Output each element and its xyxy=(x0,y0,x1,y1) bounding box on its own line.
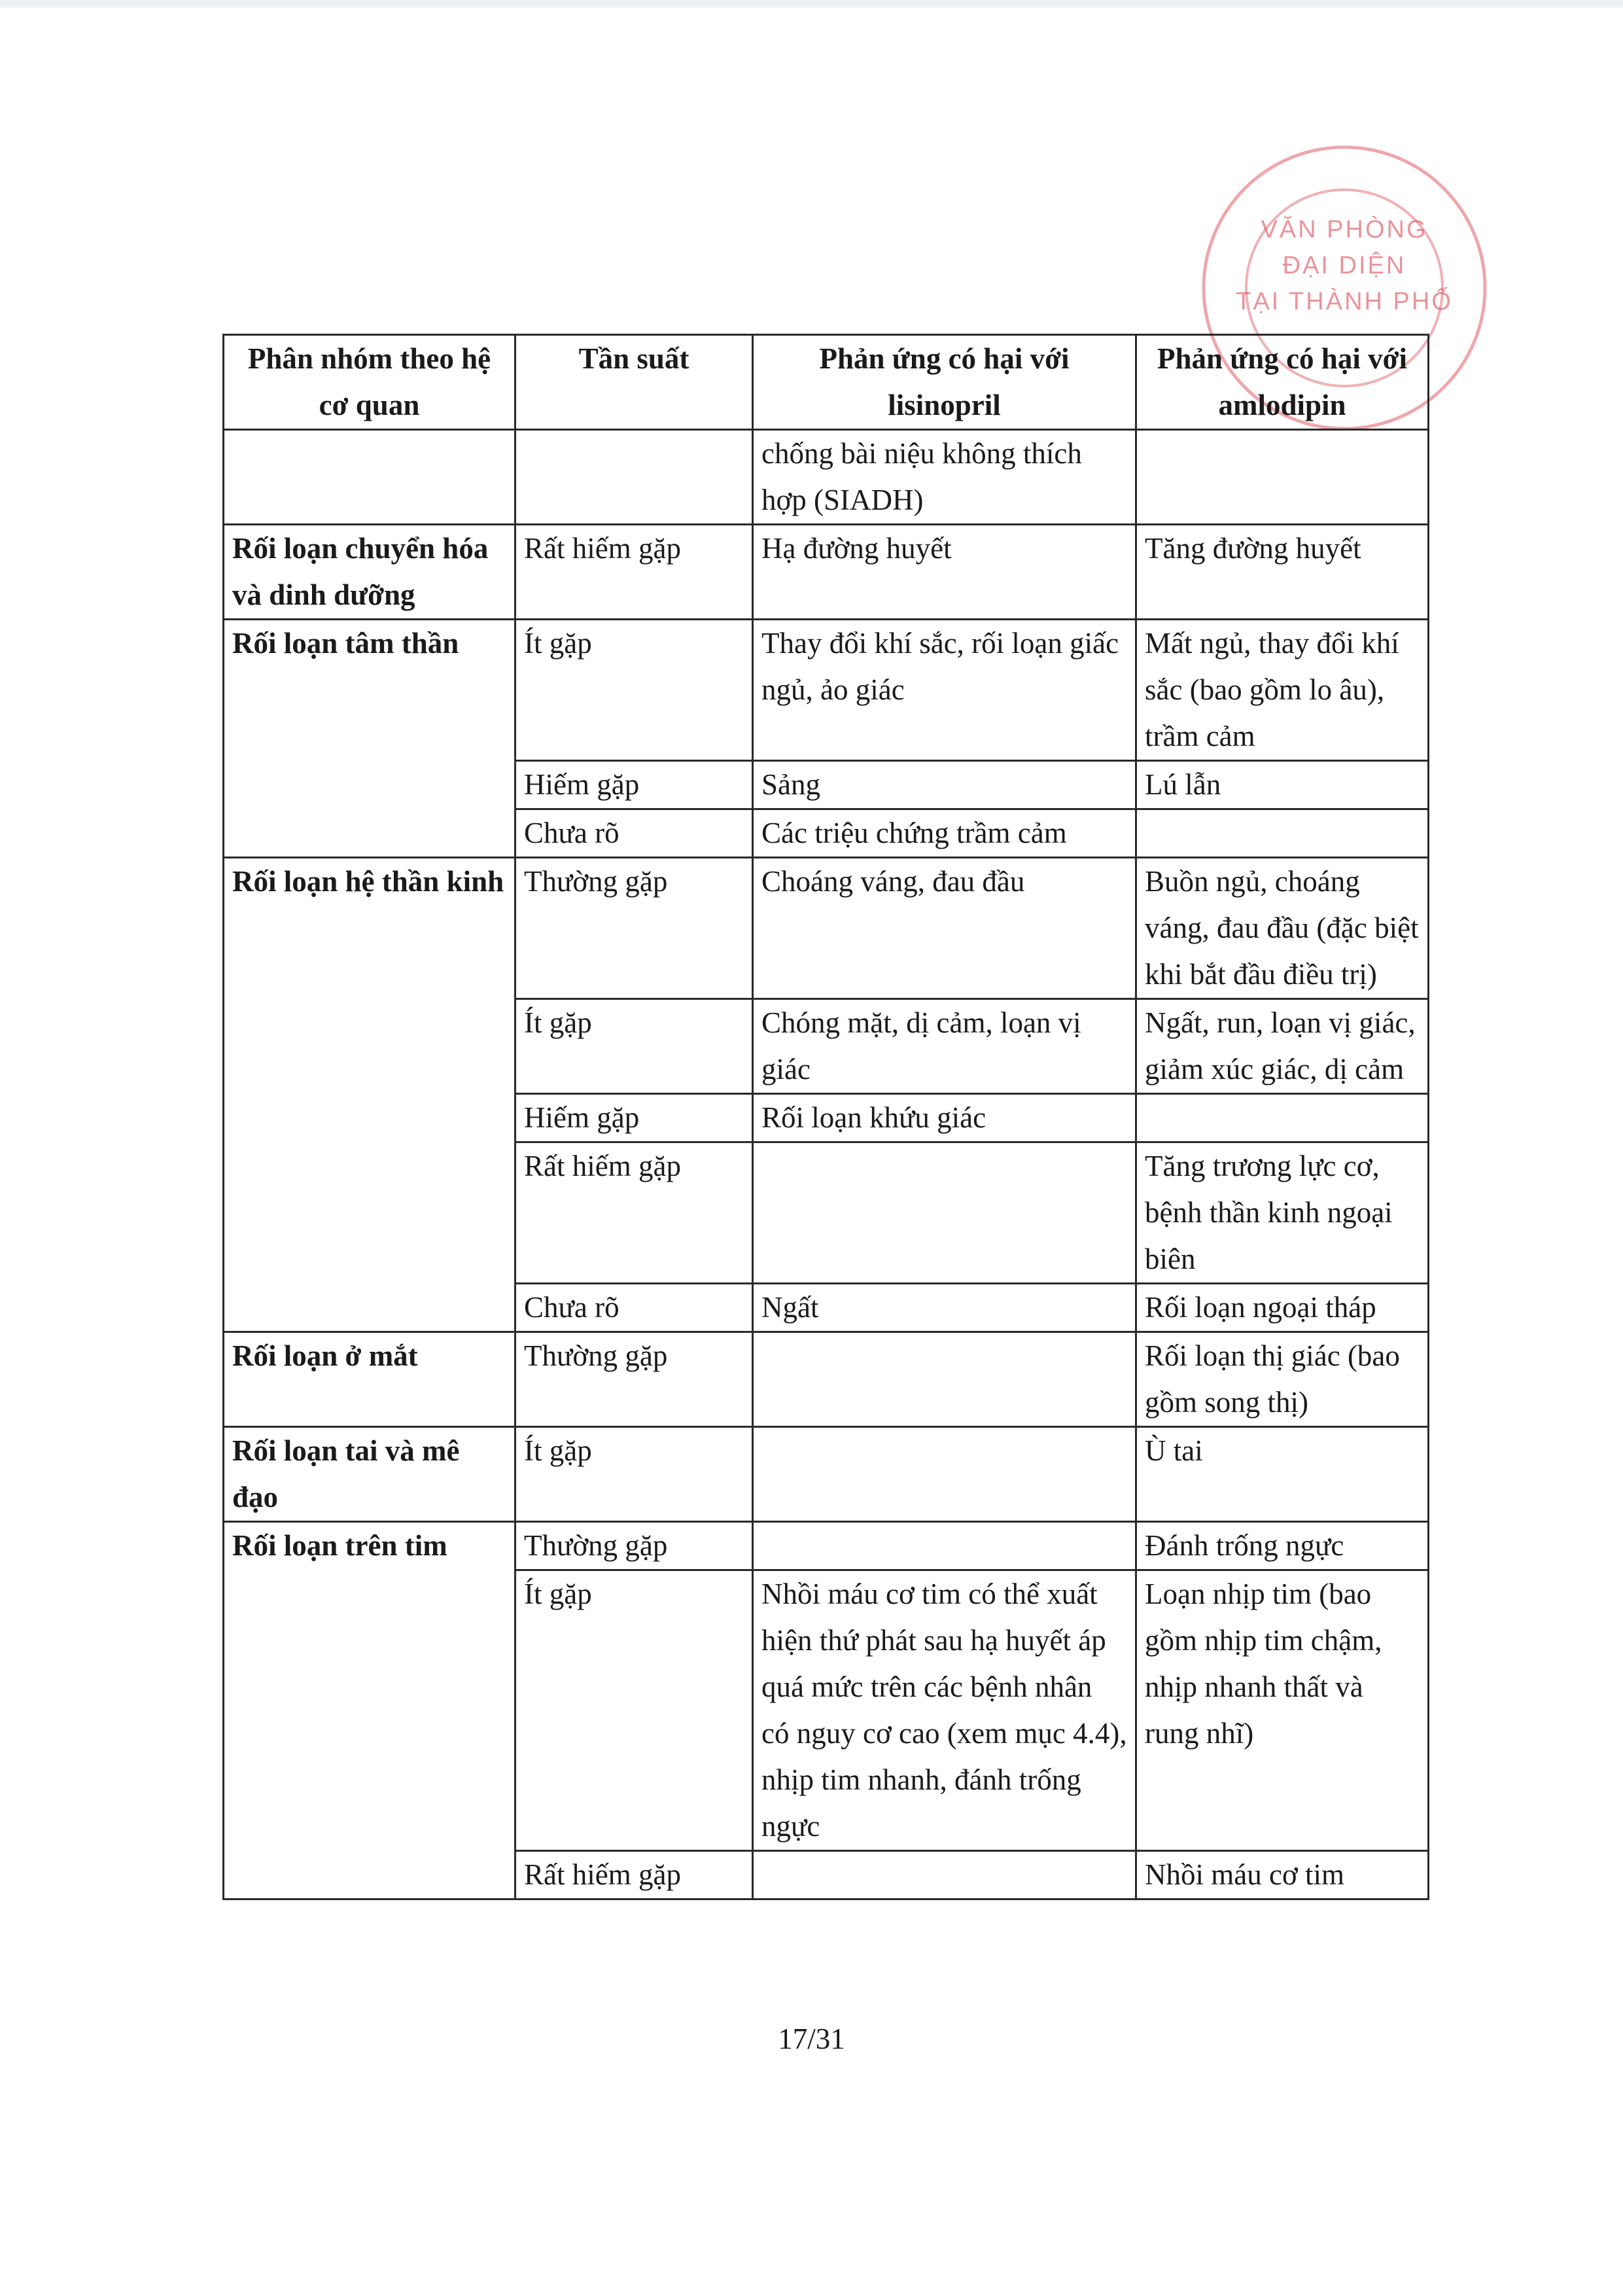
seal-line-3: TẠI THÀNH PHỐ xyxy=(1236,288,1453,315)
system-cell: Rối loạn hệ thần kinh xyxy=(224,858,515,1332)
amlodipin-cell: Ngất, run, loạn vị giác, giảm xúc giác, dị cảm xyxy=(1136,999,1429,1094)
lisinopril-cell: Chóng mặt, dị cảm, loạn vị giác xyxy=(753,999,1136,1094)
frequency-cell: Ít gặp xyxy=(515,1427,753,1522)
table-row xyxy=(224,620,1429,761)
lisinopril-cell: Hạ đường huyết xyxy=(753,525,1136,620)
amlodipin-cell: Tăng đường huyết xyxy=(1136,525,1429,620)
amlodipin-cell: Ù tai xyxy=(1136,1427,1429,1522)
amlodipin-cell xyxy=(1136,1094,1429,1142)
frequency-cell: Thường gặp xyxy=(515,858,753,999)
amlodipin-cell: Loạn nhịp tim (bao gồm nhịp tim chậm, nhịp nhanh thất và rung nhĩ) xyxy=(1136,1570,1429,1851)
lisinopril-cell: chống bài niệu không thích hợp (SIADH) xyxy=(753,430,1136,525)
frequency-cell: Rất hiếm gặp xyxy=(515,1851,753,1899)
frequency-cell: Rất hiếm gặp xyxy=(515,1142,753,1284)
seal-line-1: VĂN PHÒNG xyxy=(1261,216,1428,243)
lisinopril-cell xyxy=(753,1427,1136,1522)
header-lisinopril: Phản ứng có hại với lisinopril xyxy=(753,335,1136,430)
header-system-class: Phân nhóm theo hệ cơ quan xyxy=(224,335,515,430)
system-cell: Rối loạn trên tim xyxy=(224,1522,515,1899)
amlodipin-cell: Rối loạn thị giác (bao gồm song thị) xyxy=(1136,1332,1429,1427)
lisinopril-cell: Thay đổi khí sắc, rối loạn giấc ngủ, ảo giác xyxy=(753,620,1136,761)
lisinopril-cell xyxy=(753,1332,1136,1427)
frequency-cell: Ít gặp xyxy=(515,620,753,761)
amlodipin-cell: Tăng trương lực cơ, bệnh thần kinh ngoại biên xyxy=(1136,1142,1429,1284)
system-cell xyxy=(224,430,515,525)
lisinopril-cell: Choáng váng, đau đầu xyxy=(753,858,1136,999)
lisinopril-cell: Các triệu chứng trầm cảm xyxy=(753,809,1136,858)
amlodipin-cell: Đánh trống ngực xyxy=(1136,1522,1429,1570)
amlodipin-cell: Mất ngủ, thay đổi khí sắc (bao gồm lo âu), trầm cảm xyxy=(1136,620,1429,761)
amlodipin-cell: Rối loạn ngoại tháp xyxy=(1136,1284,1429,1332)
amlodipin-cell: Buồn ngủ, choáng váng, đau đầu (đặc biệt khi bắt đầu điều trị) xyxy=(1136,858,1429,999)
top-scan-strip xyxy=(0,0,1623,8)
table-row xyxy=(224,1522,1429,1570)
lisinopril-cell: Nhồi máu cơ tim có thể xuất hiện thứ phát sau hạ huyết áp quá mức trên các bệnh nhân có nguy cơ cao (xem mục 4.4), nhịp tim nhanh, đánh trống ngực xyxy=(753,1570,1136,1851)
lisinopril-cell xyxy=(753,1522,1136,1570)
table-header-row xyxy=(224,335,1429,430)
amlodipin-cell: Nhồi máu cơ tim xyxy=(1136,1851,1429,1899)
lisinopril-cell: Ngất xyxy=(753,1284,1136,1332)
frequency-cell: Ít gặp xyxy=(515,999,753,1094)
frequency-cell: Chưa rõ xyxy=(515,809,753,858)
amlodipin-cell: Lú lẫn xyxy=(1136,761,1429,809)
table-row xyxy=(224,430,1429,525)
header-amlodipin: Phản ứng có hại với amlodipin xyxy=(1136,335,1429,430)
seal-line-2: ĐẠI DIỆN xyxy=(1282,252,1406,279)
table-row xyxy=(224,1427,1429,1522)
system-cell: Rối loạn tai và mê đạo xyxy=(224,1427,515,1522)
table-row xyxy=(224,858,1429,999)
frequency-cell: Hiếm gặp xyxy=(515,1094,753,1142)
frequency-cell: Rất hiếm gặp xyxy=(515,525,753,620)
frequency-cell xyxy=(515,430,753,525)
frequency-cell: Chưa rõ xyxy=(515,1284,753,1332)
frequency-cell: Thường gặp xyxy=(515,1522,753,1570)
lisinopril-cell xyxy=(753,1142,1136,1284)
adverse-reactions-table xyxy=(222,334,1429,1900)
frequency-cell: Hiếm gặp xyxy=(515,761,753,809)
lisinopril-cell: Rối loạn khứu giác xyxy=(753,1094,1136,1142)
amlodipin-cell xyxy=(1136,430,1429,525)
frequency-cell: Thường gặp xyxy=(515,1332,753,1427)
lisinopril-cell xyxy=(753,1851,1136,1899)
table-row xyxy=(224,525,1429,620)
system-cell: Rối loạn chuyển hóa và dinh dưỡng xyxy=(224,525,515,620)
amlodipin-cell xyxy=(1136,809,1429,858)
system-cell: Rối loạn tâm thần xyxy=(224,620,515,858)
page-number: 17/31 xyxy=(778,2022,845,2055)
table-row xyxy=(224,1332,1429,1427)
lisinopril-cell: Sảng xyxy=(753,761,1136,809)
frequency-cell: Ít gặp xyxy=(515,1570,753,1851)
system-cell: Rối loạn ở mắt xyxy=(224,1332,515,1427)
header-frequency: Tần suất xyxy=(515,335,753,430)
